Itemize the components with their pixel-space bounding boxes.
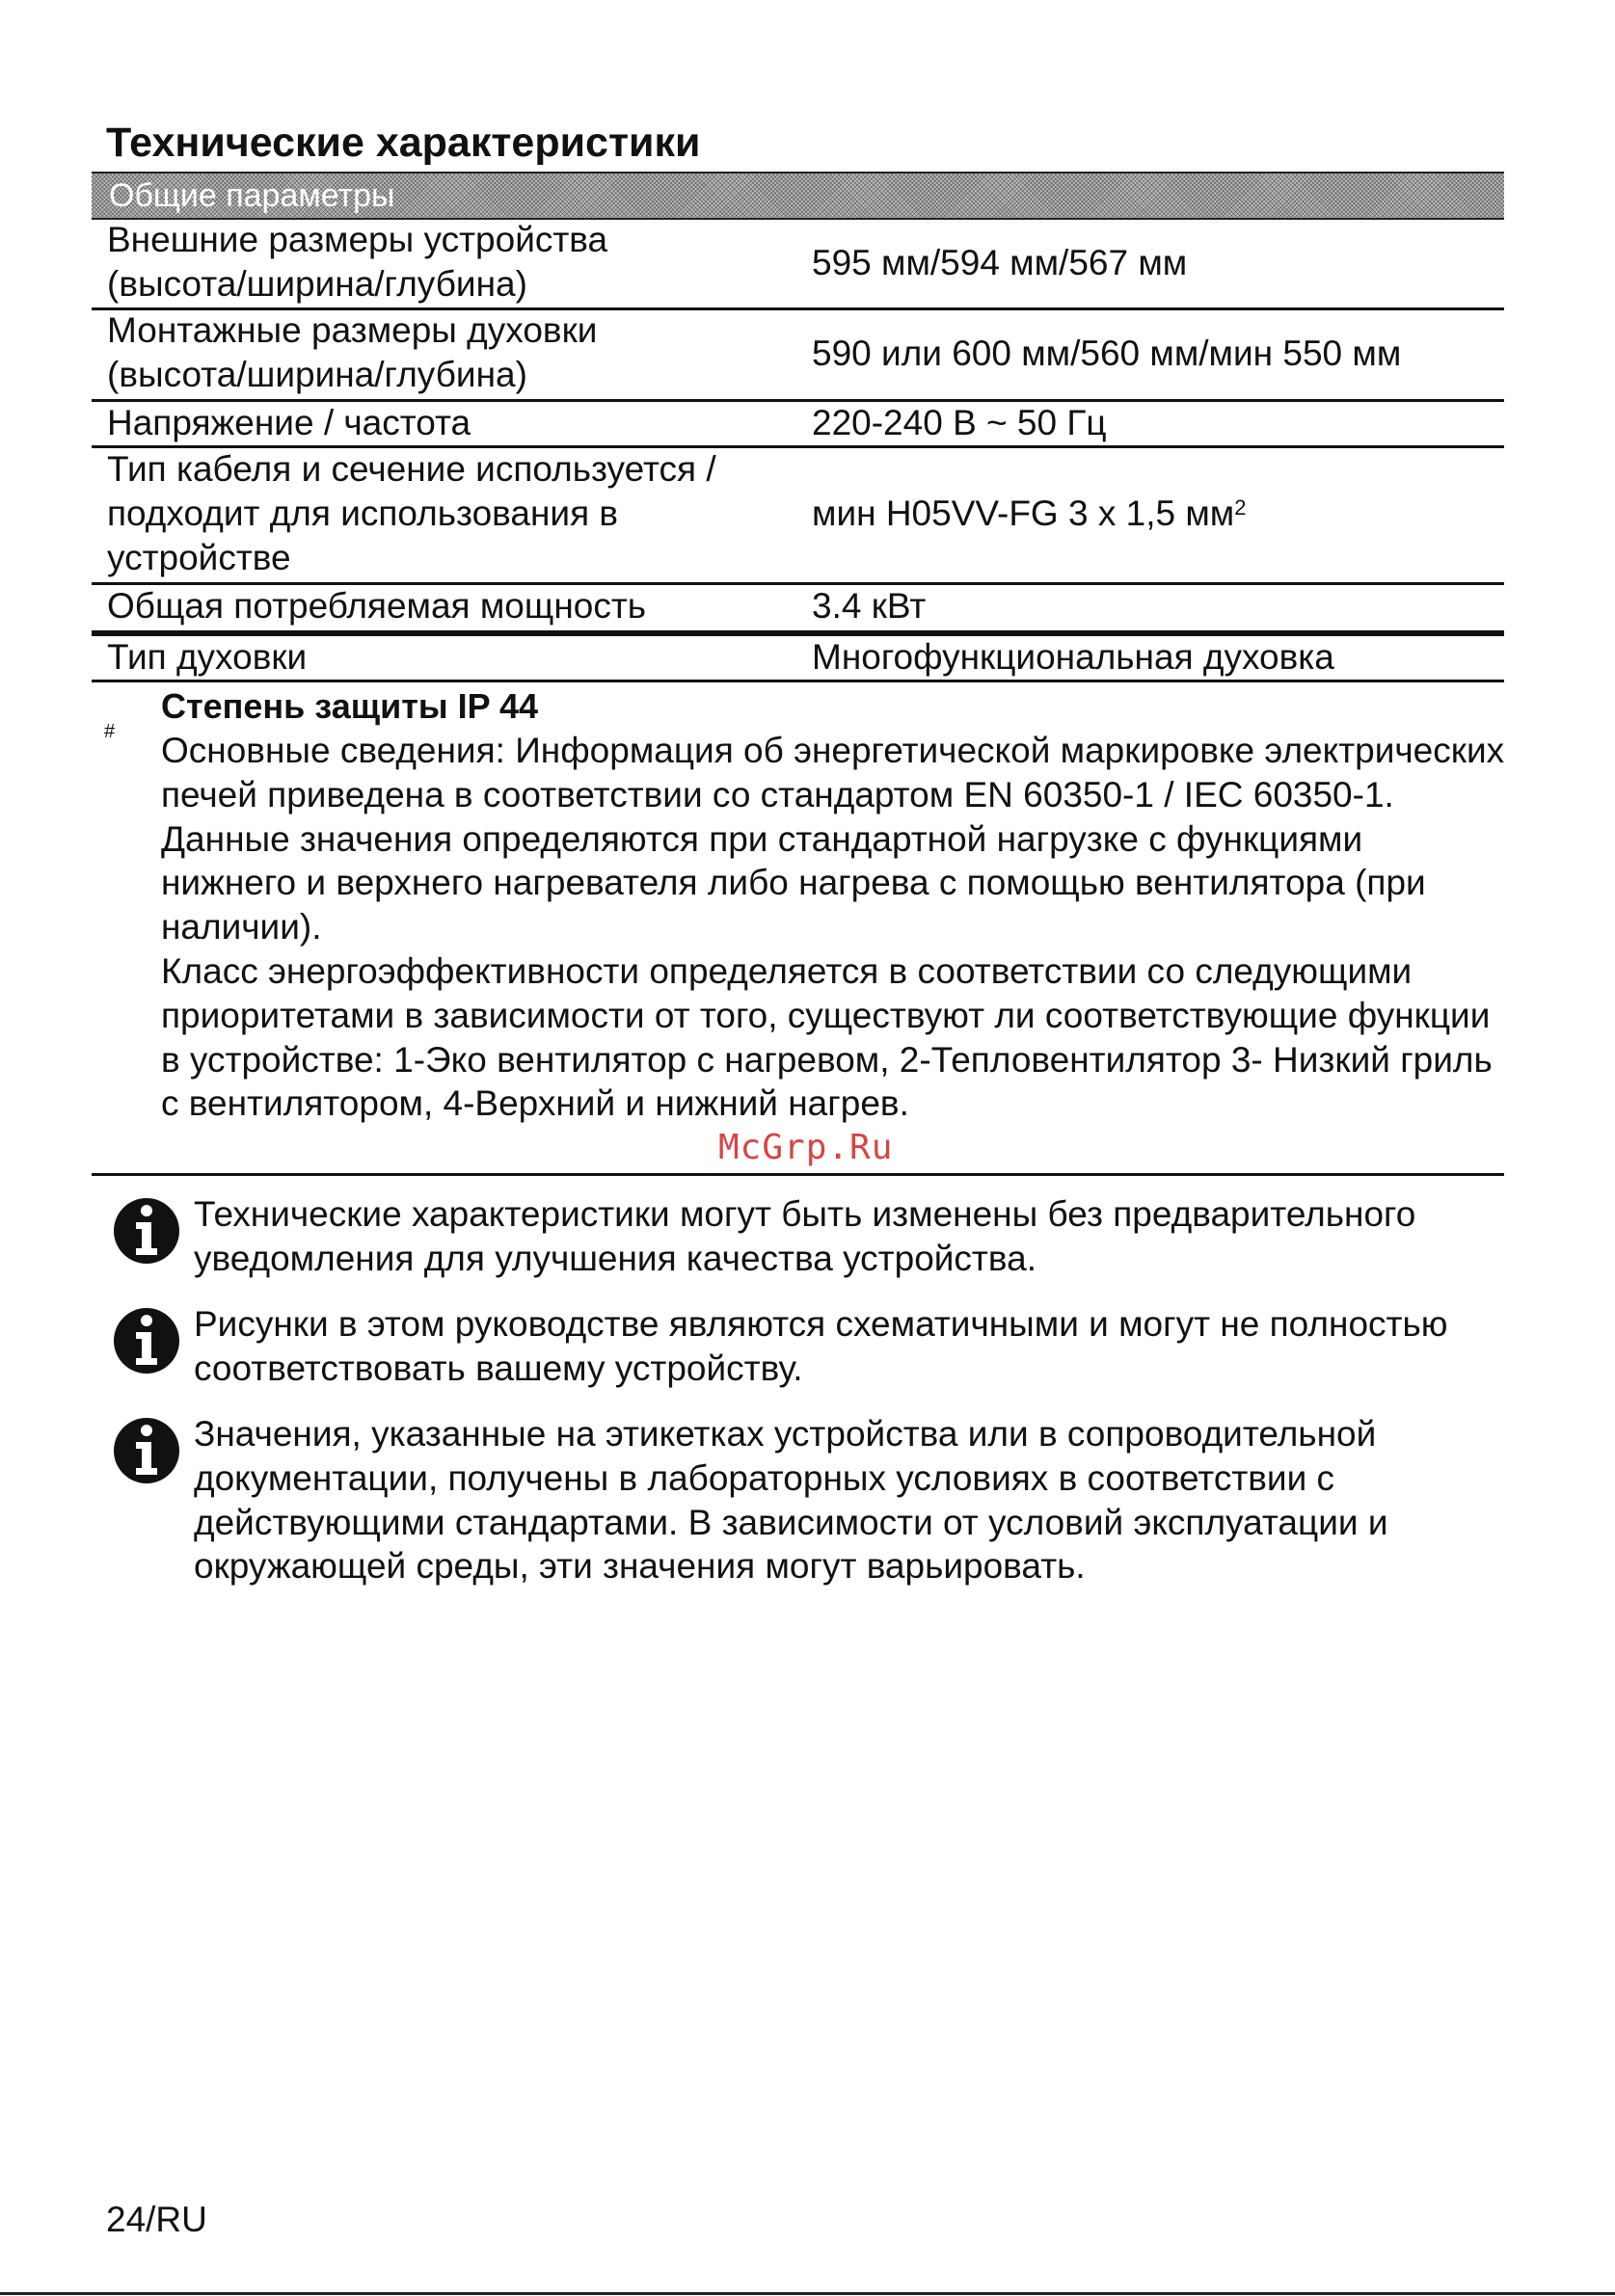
table-row — [92, 633, 1504, 682]
spec-value: 3.4 кВт — [812, 586, 927, 626]
spec-label: Внешние размеры устройства (высота/ширина/глубина) — [107, 220, 608, 304]
energy-paragraph-2: Класс энергоэффективности определяется в соответствии со следующими приоритетами в зависимости от того, существуют ли соответствующие функции в устройстве: 1-Эко вентилятор с нагревом, 2-Тепловентилятор 3- Низкий гриль с вентилятором, 4-Верхний и нижний нагрев. — [161, 950, 1493, 1124]
ip-rating-title: Степень защиты IP 44 — [161, 686, 539, 726]
table-row — [92, 220, 1504, 310]
spec-value: 590 или 600 мм/560 мм/мин 550 мм — [812, 334, 1402, 373]
section-header — [92, 172, 1504, 220]
section-header-label: Общие параметры — [109, 177, 395, 214]
table-row — [92, 402, 1504, 448]
notice-text: Технические характеристики могут быть изменены без предварительного уведомления для улучшения качества устройства. — [194, 1194, 1416, 1278]
table-row — [92, 310, 1504, 402]
page-title: Технические характеристики — [106, 120, 701, 166]
info-icon — [112, 1306, 181, 1375]
info-icon — [112, 1416, 181, 1485]
energy-label-text — [161, 729, 1506, 1126]
ip-rating-block — [92, 684, 1504, 1176]
table-row — [92, 448, 1504, 585]
specifications-table — [92, 172, 1504, 682]
table-row — [92, 585, 1504, 633]
footnote-mark: # — [104, 721, 116, 742]
bottom-rule — [0, 2292, 1615, 2295]
notice-text: Рисунки в этом руководстве являются схематичными и могут не полностью соответствовать вашему устройству. — [194, 1304, 1448, 1388]
spec-label: Монтажные размеры духовки (высота/ширина/глубина) — [107, 310, 598, 394]
spec-label: Тип кабеля и сечение используется / подходит для использования в устройстве — [107, 449, 716, 577]
spec-label: Общая потребляемая мощность — [107, 586, 647, 626]
energy-paragraph-1: Основные сведения: Информация об энергетической маркировке электрических печей приведена в соответствии со стандартом EN 60350-1 / IEC 60350-1. Данные значения определяются при стандартной нагрузке с функциями нижнего и верхнего нагревателя либо нагрева с помощью вентилятора (при наличии). — [161, 731, 1505, 948]
spec-value: мин H05VV-FG 3 x 1,5 $мм^2$ — [812, 494, 1247, 533]
spec-value: Многофункциональная духовка — [812, 637, 1334, 677]
page-number: 24/RU — [106, 2200, 207, 2239]
spec-value: 220-240 В ~ 50 Гц — [812, 403, 1107, 442]
spec-label: Напряжение / частота — [107, 403, 471, 442]
notice-text: Значения, указанные на этикетках устройства или в сопроводительной документации, получены в лабораторных условиях в соответствии с действующими стандартами. В зависимости от условий эксплуатации и окружающей среды, эти значения могут варьировать. — [194, 1414, 1388, 1587]
superscript: 2 — [1234, 495, 1247, 520]
spec-value: 595 мм/594 мм/567 мм — [812, 243, 1188, 282]
watermark: McGrp.Ru — [718, 1128, 894, 1167]
spec-label: Тип духовки — [107, 637, 308, 677]
info-icon — [112, 1196, 181, 1266]
